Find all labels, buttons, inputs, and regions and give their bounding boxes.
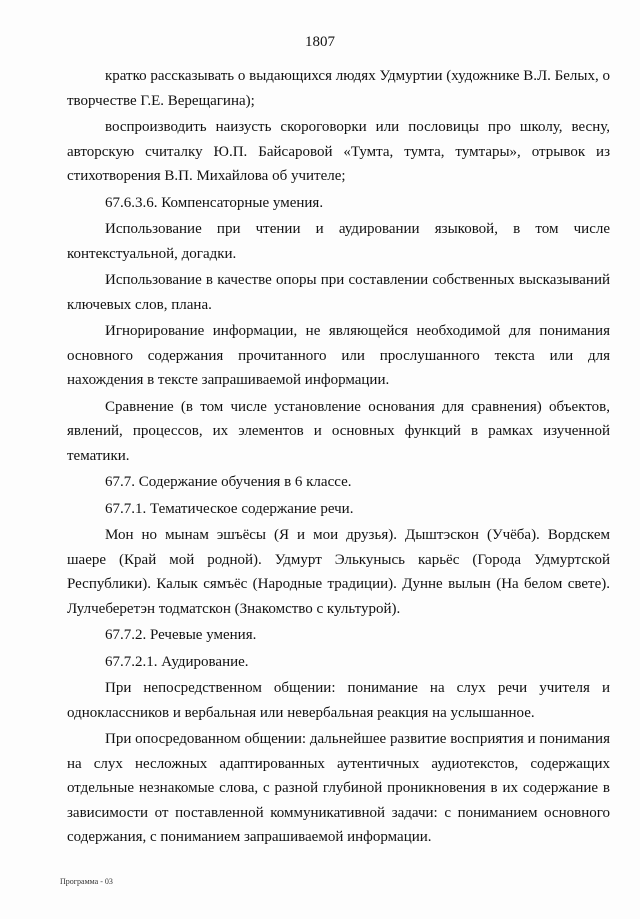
paragraph: Использование при чтении и аудировании языковой, в том числе контекстуальной, догадки. <box>67 221 610 262</box>
paragraph: воспроизводить наизусть скороговорки или пословицы про школу, весну, авторскую считалку Ю.П. Байсаровой «Тумта, тумта, тумтары», отрывок из стихотворения В.П. Михайлова об учителе; <box>67 119 610 184</box>
paragraph: При непосредственном общении: понимание на слух речи учителя и одноклассников и вербальная или невербальная реакция на услышанное. <box>67 680 610 721</box>
section-heading: 67.7. Содержание обучения в 6 классе. <box>105 474 352 490</box>
section-heading: 67.7.2. Речевые умения. <box>105 627 257 643</box>
paragraph: Игнорирование информации, не являющейся необходимой для понимания основного содержания прочитанного или прослушанного текста или для нахождения в тексте запрашиваемой информации. <box>67 323 610 388</box>
section-heading: 67.7.2.1. Аудирование. <box>105 653 249 670</box>
paragraph: Мон но мынам эшъёсы (Я и мои друзья). Дыштэскон (Учёба). Вордскем шаере (Край мой родной). Удмурт Элькунысь карьёс (Города Удмуртской Республики). Калык сямъёс (Народные традиции). Дунне вылын (На белом свете). Лулчеберетэн тодматскон (Знакомство с культурой). <box>67 527 610 617</box>
paragraph: Использование в качестве опоры при составлении собственных высказываний ключевых слов, плана. <box>67 272 610 313</box>
footer-label: Программа - 03 <box>60 877 113 886</box>
page-number: 1807 <box>305 34 335 50</box>
paragraph: При опосредованном общении: дальнейшее развитие восприятия и понимания на слух несложных адаптированных аутентичных аудиотекстов, содержащих отдельные незнакомые слова, с разной глубиной проникновения в их содержание в зависимости от поставленной коммуникативной задачи: с пониманием основного содержания, с пониманием запрашиваемой информации. <box>67 731 610 845</box>
section-heading: 67.7.1. Тематическое содержание речи. <box>105 500 354 517</box>
paragraph: кратко рассказывать о выдающихся людях Удмуртии (художнике В.Л. Белых, о творчестве Г.Е. Верещагина); <box>67 68 610 109</box>
paragraph: Сравнение (в том числе установление основания для сравнения) объектов, явлений, процессов, их элементов и основных функций в рамках изученной тематики. <box>67 398 610 464</box>
section-heading: 67.6.3.6. Компенсаторные умения. <box>105 194 324 211</box>
document-body <box>67 64 610 852</box>
